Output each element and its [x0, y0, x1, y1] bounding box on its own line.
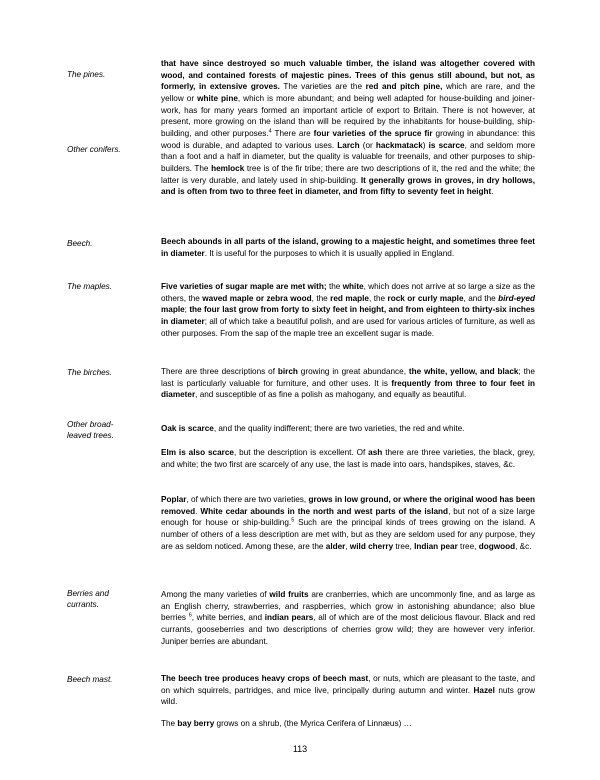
page-number: 113 [292, 744, 308, 754]
paragraph-beech: Beech abounds in all parts of the island, growing to a majestic height, and sometimes three feet in diameter. It is useful for the purposes to which it is usually applied in England. [161, 237, 535, 258]
paragraph-elm-ash: Elm is also scarce, but the description is excellent. Of ash there are three varieties, the black, grey, and white; the two first are scarcely of any use, the last is made into oars, handspikes, staves, &c. [161, 448, 535, 469]
paragraph-maples: Five varieties of sugar maple are met with; the white, which does not arrive at so large a size as the others, the waved maple or zebra wood, the red maple, the rock or curly maple, and the bird-eyed maple; the four last grow from forty to sixty feet in height, and from eighteen to thirty-six inches in diameter; all of which take a beautiful polish, and are used for various articles of furniture, as well as other purposes. From the sap of the maple tree an excellent sugar is made. [161, 282, 535, 338]
paragraph-birches: There are three descriptions of birch growing in great abundance, the white, yellow, and black; the last is particularly valuable for furniture, and other uses. It is frequently from three to four feet in diameter, and susceptible of as fine a polish as mahogany, and equally as beautiful. [161, 367, 536, 400]
paragraph-berries: Among the many varieties of wild fruits are cranberries, which are uncommonly fine, and as large as an English cherry, strawberries, and raspberries, which grow in astonishing abundance; also blue berries $^6$, white berries, and indian pears, all of which are of the most delicious flavour. Black and red currants, gooseberries and two descriptions of cherries grow wild; they are however very inferior. Juniper berries are abundant. [161, 590, 536, 646]
side-note-beech: Beech. [67, 239, 93, 248]
paragraph-beech-mast: The beech tree produces heavy crops of beech mast, or nuts, which are pleasant to the taste, and on which squirrels, partridges, and mice live, principally during autumn and winter. Hazel nuts grow wild. [161, 674, 535, 707]
side-note-other-conifers: Other conifers. [67, 145, 121, 154]
side-note-other-broadleaved: Other broad-leaved trees. [67, 420, 114, 440]
paragraph-bay-berry: The bay berry grows on a shrub, (the Myrica Cerifera of Linnæus) … [161, 719, 412, 728]
side-note-berries: Berries and currants. [67, 589, 109, 609]
paragraph-oak: Oak is scarce, and the quality indifferent; there are two varieties, the red and white. [161, 424, 465, 433]
side-note-pines: The pines. [67, 70, 106, 79]
side-note-birches: The birches. [67, 368, 113, 377]
paragraph-pines: that have since destroyed so much valuable timber, the island was altogether covered with wood, and contained forests of majestic pines. Trees of this genus still abound, but not, as formerly, in extensive groves. The varieties are the red and pitch pine, which are rare, and the yellow or white pine, which is more abundant; and being well adapted for house-building and joiner-work, has for many years formed an important article of export to Britain. There is not however, at present, more growing on the island than will be required by the inhabitants for house-building, ship-building, and other purposes.$^4$ There are four varieties of the spruce fir growing in abundance: this wood is durable, and adapted to various uses. Larch (or hackmatack) is scarce, and seldom more than a foot and a half in diameter, but the quality is valuable for treenails, and other purposes to ship-builders. The hemlock tree is of the fir tribe; there are two descriptions of it, the red and the white; the latter is very durable, and lately used in ship-building. It generally grows in groves, in dry hollows, and is often from two to three feet in diameter, and from fifty to seventy feet in height. [161, 59, 536, 197]
side-note-beech-mast: Beech mast. [67, 675, 113, 684]
paragraph-poplar-cedar: Poplar, of which there are two varieties, grows in low ground, or where the original wood has been removed. White cedar abounds in the north and west parts of the island, but not of a size large enough for house or ship-building.$^5$ Such are the principal kinds of trees growing on the island. A number of others of a less description are met with, but as they are seldom used for any purpose, they are as seldom noticed. Among these, are the alder, wild cherry tree, Indian pear tree, dogwood, &c. [161, 495, 535, 551]
side-note-maples: The maples. [67, 282, 113, 291]
